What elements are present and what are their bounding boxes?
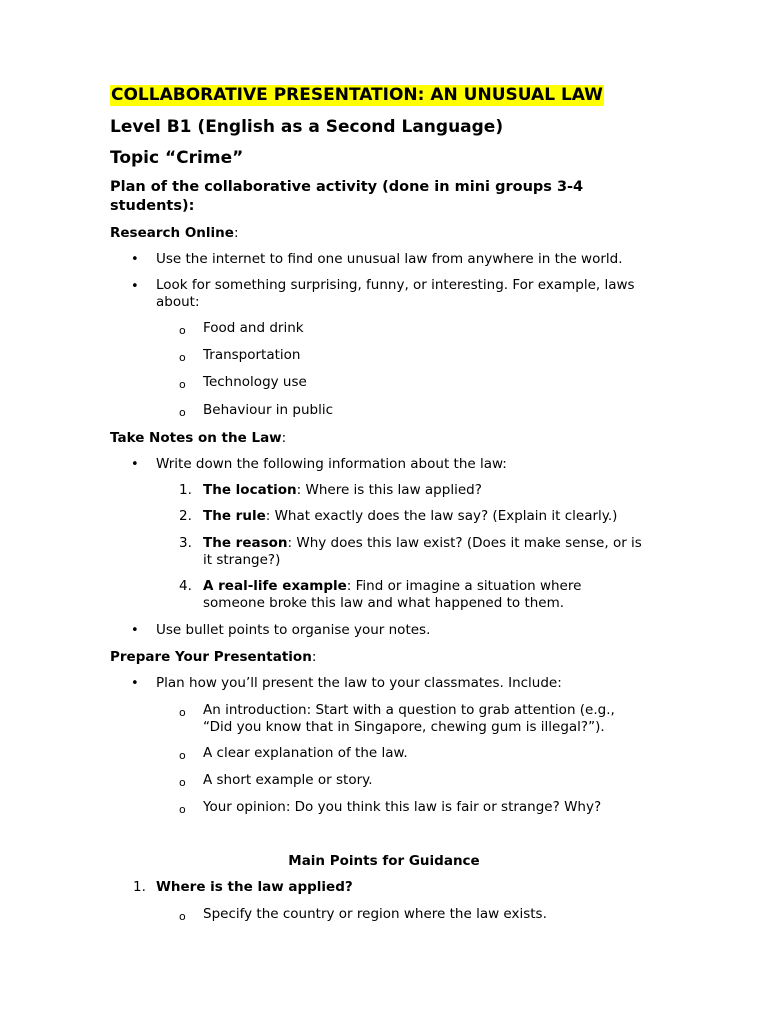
list-item: Write down the following information about the law: <box>156 456 507 472</box>
sub-bullet-marker: o <box>179 406 186 419</box>
bullet-marker: • <box>131 457 139 472</box>
numbered-item <box>203 482 482 499</box>
notes-heading-colon: : <box>281 430 287 446</box>
document-title: COLLABORATIVE PRESENTATION: AN UNUSUAL LAW <box>111 85 603 105</box>
list-number: 1. <box>133 879 146 895</box>
research-section-heading <box>110 224 239 242</box>
level-heading: Level B1 (English as a Second Language) <box>110 117 504 137</box>
sub-list-item: Transportation <box>203 347 301 363</box>
numbered-item-text: : Where is this law applied? <box>296 482 482 498</box>
sub-list-item: A short example or story. <box>203 772 373 788</box>
sub-list-item: Technology use <box>203 374 307 390</box>
sub-bullet-marker: o <box>179 378 186 391</box>
list-number: 1. <box>179 482 192 498</box>
list-number: 4. <box>179 578 192 594</box>
sub-bullet-marker: o <box>179 706 186 719</box>
numbered-item-label: A real-life example <box>203 578 347 594</box>
list-number: 3. <box>179 535 192 551</box>
sub-list-item: Your opinion: Do you think this law is fair or strange? Why? <box>203 799 602 815</box>
list-item: Use bullet points to organise your notes. <box>156 622 431 638</box>
research-heading-colon: : <box>233 225 239 241</box>
sub-bullet-marker: o <box>179 910 186 923</box>
numbered-item-label: The rule <box>203 508 266 524</box>
numbered-item-text: : Why does this law exist? (Does it make sense, or is it strange?) <box>203 535 642 568</box>
sub-list-item: Food and drink <box>203 320 304 336</box>
sub-bullet-marker: o <box>179 803 186 816</box>
prepare-heading-text: Prepare Your Presentation <box>110 649 312 665</box>
sub-list-item: Behaviour in public <box>203 402 334 418</box>
bullet-marker: • <box>131 279 139 294</box>
bullet-marker: • <box>131 252 139 267</box>
list-item: Use the internet to find one unusual law from anywhere in the world. <box>156 251 623 267</box>
sub-bullet-marker: o <box>179 324 186 337</box>
numbered-item <box>203 508 617 525</box>
numbered-item <box>203 535 655 569</box>
sub-bullet-marker: o <box>179 776 186 789</box>
list-number: 2. <box>179 508 192 524</box>
research-heading-text: Research Online <box>110 225 234 241</box>
sub-list-item: A clear explanation of the law. <box>203 745 408 761</box>
numbered-item-label: The reason <box>203 535 288 551</box>
list-item: Plan how you’ll present the law to your classmates. Include: <box>156 675 562 691</box>
numbered-item-text: : What exactly does the law say? (Explain it clearly.) <box>265 508 618 524</box>
topic-heading: Topic “Crime” <box>110 148 244 168</box>
guidance-heading: Main Points for Guidance <box>288 853 480 869</box>
sub-bullet-marker: o <box>179 749 186 762</box>
prepare-section-heading <box>110 648 316 666</box>
guidance-item: Where is the law applied? <box>156 879 353 895</box>
sub-list-item: An introduction: Start with a question to grab attention (e.g., “Did you know that in Singapore, chewing gum is illegal?”). <box>203 702 615 735</box>
bullet-marker: • <box>131 676 139 691</box>
sub-bullet-marker: o <box>179 351 186 364</box>
bullet-marker: • <box>131 623 139 638</box>
numbered-item <box>203 578 613 612</box>
prepare-heading-colon: : <box>311 649 317 665</box>
numbered-item-text: : Find or imagine a situation where someone broke this law and what happened to them. <box>203 578 582 611</box>
sub-list-item: Specify the country or region where the law exists. <box>203 906 547 922</box>
notes-section-heading <box>110 429 286 447</box>
plan-heading: Plan of the collaborative activity (done in mini groups 3-4 students): <box>110 179 584 214</box>
numbered-item-label: The location <box>203 482 297 498</box>
notes-heading-text: Take Notes on the Law <box>110 430 282 446</box>
list-item: Look for something surprising, funny, or interesting. For example, laws about: <box>156 277 635 310</box>
